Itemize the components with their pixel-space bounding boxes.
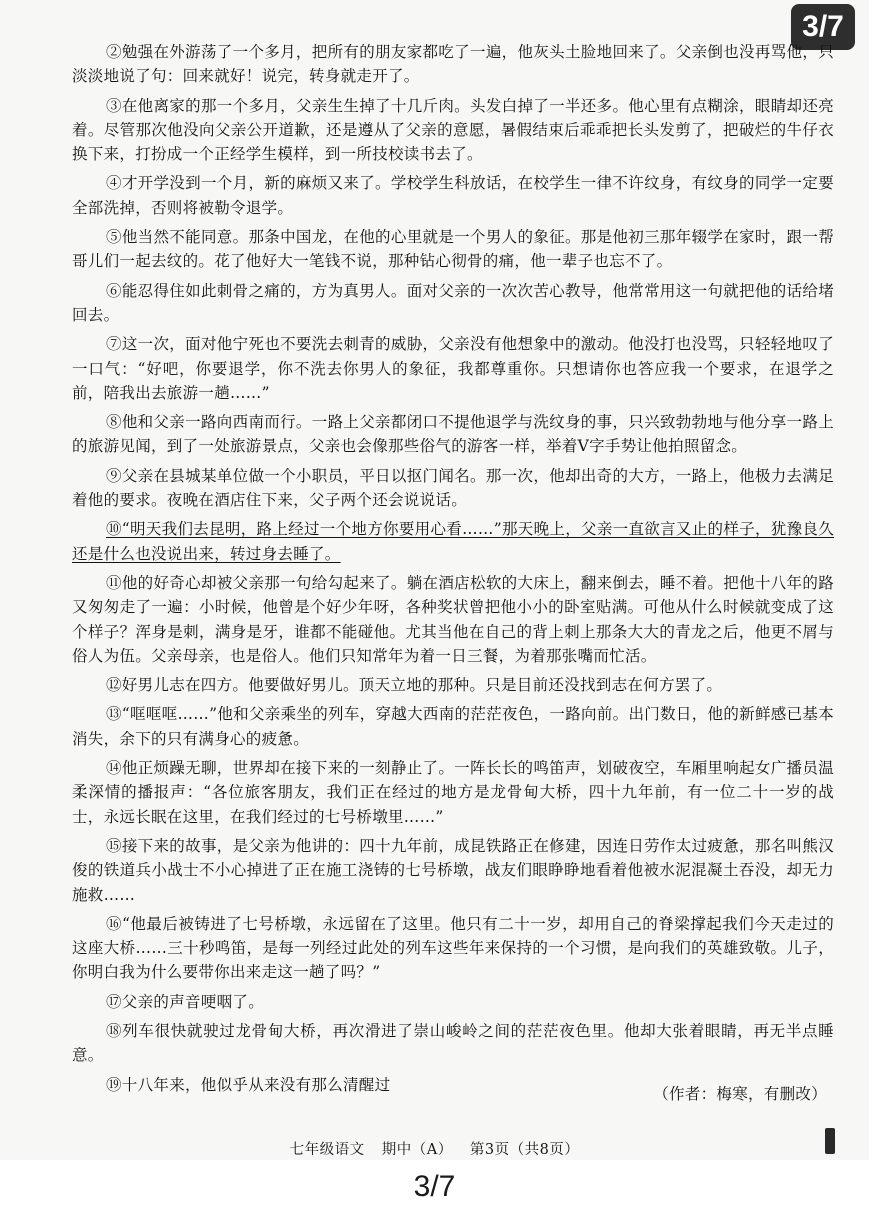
binding-mark xyxy=(825,1128,835,1154)
paragraph-10-underlined xyxy=(72,517,834,566)
paragraph-8: ⑧他和父亲一路向西南而行。一路上父亲都闭口不提他退学与洗纹身的事，只兴致勃勃地与他分享一路上的旅游见闻，到了一处旅游景点，父亲也会像那些俗气的游客一样，举着V字手势让他拍照留念。 xyxy=(72,413,834,456)
paragraph-14: ⑭他正烦躁无聊，世界却在接下来的一刻静止了。一阵长长的鸣笛声，划破夜空，车厢里响起女广播员温柔深情的播报声：“各位旅客朋友，我们正在经过的地方是龙骨甸大桥，四十九年前，有一位二十一岁的战士，永远长眠在这里，在我们经过的七号桥墩里……” xyxy=(72,759,834,826)
page-footer xyxy=(0,1138,869,1159)
paragraph-16: ⑯“他最后被铸进了七号桥墩，永远留在了这里。他只有二十一岁，却用自己的脊梁撑起我们今天走过的这座大桥……三十秒鸣笛，是每一列经过此处的列车这些年来保持的一个习惯，是向我们的英雄致敬。儿子，你明白我为什么要带你出来走这一趟了吗？” xyxy=(72,914,834,982)
author-note: （作者：梅寒，有删改） xyxy=(653,1085,827,1103)
paragraph-3: ③在他离家的那一个多月，父亲生生掉了十几斤肉。头发白掉了一半还多。他心里有点糊涂，眼睛却还亮着。尽管那次他没向父亲公开道歉，还是遵从了父亲的意愿，暑假结束后乖乖把长头发剪了，把破烂的牛仔衣换下来，打扮成一个正经学生模样，到一所技校读书去了。 xyxy=(72,96,834,164)
paragraph-2: ②勉强在外游荡了一个多月，把所有的朋友家都吃了一遍，他灰头土脸地回来了。父亲倒也没再骂他，只淡淡地说了句：回来就好！说完，转身就走开了。 xyxy=(72,43,834,86)
paragraph-11: ⑪他的好奇心却被父亲那一句给勾起来了。躺在酒店松软的大床上，翻来倒去，睡不着。把他十八年的路又匆匆走了一遍：小时候，他曾是个好少年呀，各种奖状曾把他小小的卧室贴满。可他从什么时候就变成了这个样子？浑身是刺，满身是牙，谁都不能碰他。尤其当他在自己的背上刺上那条大大的青龙之后，他更不屑与俗人为伍。父亲母亲，也是俗人。他们只知常年为着一日三餐，为着那张嘴而忙活。 xyxy=(72,573,834,665)
paragraph-4: ④才开学没到一个月，新的麻烦又来了。学校学生科放话，在校学生一律不许纹身，有纹身的同学一定要全部洗掉，否则将被勒令退学。 xyxy=(72,174,834,217)
paragraph-19: ⑲十八年来，他似乎从来没有那么清醒过 xyxy=(106,1075,391,1094)
page-badge: 3/7 xyxy=(791,4,855,50)
paragraph-9: ⑨父亲在县城某单位做一个小职员，平日以抠门闻名。那一次，他却出奇的大方，一路上，他极力去满足着他的要求。夜晚在酒店住下来，父子两个还会说说话。 xyxy=(72,466,834,510)
paragraph-13: ⑬“哐哐哐……”他和父亲乘坐的列车，穿越大西南的茫茫夜色，一路向前。出门数日，他的新鲜感已基本消失，余下的只有满身心的疲惫。 xyxy=(72,705,834,748)
paragraph-7: ⑦这一次，面对他宁死也不要洗去刺青的威胁，父亲没有他想象中的激动。他没打也没骂，只轻轻地叹了一口气：“好吧，你要退学，你不洗去你男人的象征，我都尊重你。只想请你也答应我一个要求，在退学之前，陪我出去旅游一趟……” xyxy=(72,335,834,402)
paragraph-17: ⑰父亲的声音哽咽了。 xyxy=(106,992,265,1011)
paragraph-12: ⑫好男儿志在四方。他要做好男儿。顶天立地的那种。只是目前还没找到志在何方罢了。 xyxy=(106,676,723,695)
paragraph-6: ⑥能忍得住如此刺骨之痛的，方为真男人。面对父亲的一次次苦心教导，他常常用这一句就把他的话给堵回去。 xyxy=(72,281,834,324)
page-indicator: 3/7 xyxy=(413,1170,456,1203)
underlined-sentence: ⑩“明天我们去昆明，路上经过一个地方你要用心看……”那天晚上，父亲一直欲言又止的样子，犹豫良久还是什么也没说出来，转过身去睡了。 xyxy=(72,520,834,563)
article-body xyxy=(72,40,834,1102)
footer-exam: 期中（A） xyxy=(381,1142,453,1158)
paragraph-15: ⑮接下来的故事，是父亲为他讲的：四十九年前，成昆铁路正在修建，因连日劳作太过疲惫，那名叫熊汉俊的铁道兵小战士不小心掉进了正在施工浇铸的七号桥墩，战友们眼睁睁地看着他被水泥混凝土吞没，却无力施救…… xyxy=(72,836,834,904)
paragraph-18: ⑱列车很快就驶过龙骨甸大桥，再次滑进了崇山峻岭之间的茫茫夜色里。他却大张着眼睛，再无半点睡意。 xyxy=(72,1021,834,1065)
footer-page-number: 第3页（共8页） xyxy=(469,1142,580,1158)
footer-subject: 七年级语文 xyxy=(289,1142,365,1158)
paragraph-5: ⑤他当然不能同意。那条中国龙，在他的心里就是一个男人的象征。那是他初三那年辍学在家时，跟一帮哥儿们一起去纹的。花了他好大一笔钱不说，那种钻心彻骨的痛，他一辈子也忘不了。 xyxy=(72,228,834,271)
